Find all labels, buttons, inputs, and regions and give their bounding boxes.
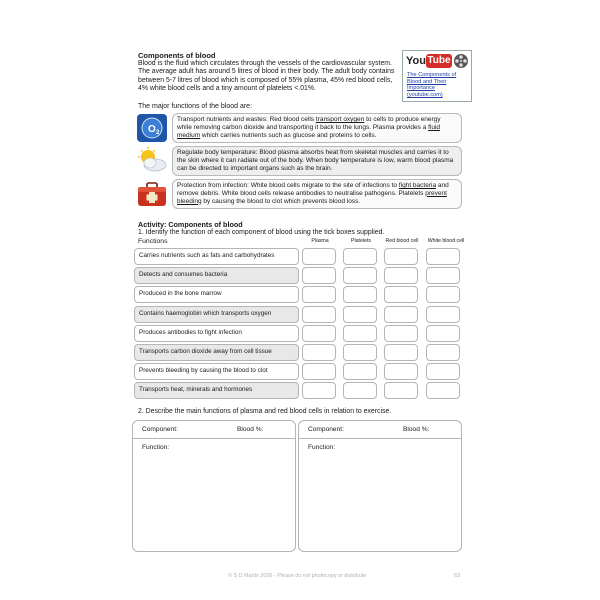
text-fragment: Protection from infection: White blood cells migrate to the site of infections to bbox=[177, 182, 399, 189]
tick-box-red-blood-cell[interactable] bbox=[384, 325, 418, 342]
row-function-label: Produces antibodies to fight infection bbox=[134, 325, 299, 342]
activity-title: Activity: Components of blood bbox=[138, 220, 243, 229]
activity-question-1: 1. Identify the function of each component of blood using the tick boxes supplied. bbox=[138, 229, 385, 236]
activity-question-2: 2. Describe the main functions of plasma and red blood cells in relation to exercise. bbox=[138, 408, 392, 415]
text-fragment: by causing the blood to clot which prevents blood loss. bbox=[201, 197, 361, 205]
page-number: 63 bbox=[454, 573, 460, 579]
blood-percent-label: Blood %: bbox=[403, 426, 430, 433]
svg-text:O: O bbox=[148, 124, 156, 135]
tick-box-plasma[interactable] bbox=[302, 286, 336, 303]
function-label: Function: bbox=[308, 444, 336, 451]
column-header-platelets: Platelets bbox=[351, 238, 371, 244]
tick-box-white-blood-cell[interactable] bbox=[426, 382, 460, 399]
youtube-logo bbox=[406, 53, 452, 71]
tick-box-platelets[interactable] bbox=[343, 363, 377, 380]
major-functions-heading: The major functions of the blood are: bbox=[138, 103, 253, 110]
tick-box-white-blood-cell[interactable] bbox=[426, 286, 460, 303]
function-text-protection bbox=[172, 179, 462, 209]
oxygen-icon bbox=[136, 113, 168, 143]
answer-box-header bbox=[299, 421, 461, 439]
underlined-phrase: transport oxygen bbox=[315, 116, 365, 123]
tick-box-plasma[interactable] bbox=[302, 306, 336, 323]
function-row-temperature bbox=[136, 146, 462, 178]
row-function-label: Transports carbon dioxide away from cell tissue bbox=[134, 344, 299, 361]
component-label: Component: bbox=[308, 426, 344, 433]
text-fragment: which carries nutrients such as glucose and proteins to cells. bbox=[200, 131, 377, 139]
table-row bbox=[134, 325, 464, 342]
tick-box-platelets[interactable] bbox=[343, 286, 377, 303]
table-row bbox=[134, 286, 464, 303]
copyright-footer: © S D Martin 2026 - Please do not photocopy or distribute bbox=[228, 573, 367, 579]
function-text-temperature bbox=[172, 146, 462, 176]
tick-box-white-blood-cell[interactable] bbox=[426, 306, 460, 323]
row-function-label: Prevents bleeding by causing the blood to clot bbox=[134, 363, 299, 380]
text-fragment: Regulate body temperature: Blood plasma absorbs heat from skeletal muscles and carries it to the skin where it can radiate out of the body. When body temperature is low, warm blood plasma can be directed to important organs such as the brain. bbox=[177, 149, 454, 172]
tick-box-red-blood-cell[interactable] bbox=[384, 306, 418, 323]
youtube-video-card[interactable] bbox=[402, 50, 472, 102]
underlined-phrase: fight bacteria bbox=[398, 182, 437, 189]
functions-column-header: Functions bbox=[138, 238, 168, 245]
table-row bbox=[134, 267, 464, 284]
text-fragment: Transport nutrients and wastes: Red blood cells bbox=[177, 116, 316, 123]
table-row bbox=[134, 363, 464, 380]
text-fragment: and remove debris. White blood cells release antibodies to neutralise pathogens. Platelets bbox=[177, 182, 449, 197]
tick-box-red-blood-cell[interactable] bbox=[384, 344, 418, 361]
youtube-logo-you: You bbox=[406, 55, 426, 67]
svg-text:2: 2 bbox=[156, 130, 160, 136]
tick-box-white-blood-cell[interactable] bbox=[426, 344, 460, 361]
tick-box-platelets[interactable] bbox=[343, 248, 377, 265]
video-link[interactable]: The Components of Blood and Their Importance (youtube.com) bbox=[407, 72, 457, 99]
row-function-label: Carries nutrients such as fats and carbohydrates bbox=[134, 248, 299, 265]
column-header-red-blood-cell: Red blood cell bbox=[385, 238, 419, 244]
weather-icon bbox=[136, 146, 168, 176]
tick-box-platelets[interactable] bbox=[343, 306, 377, 323]
tick-box-red-blood-cell[interactable] bbox=[384, 382, 418, 399]
film-reel-icon bbox=[453, 53, 469, 69]
function-label: Function: bbox=[142, 444, 170, 451]
intro-paragraph: Blood is the fluid which circulates through the vessels of the cardiovascular system. The average adult has around 5 litres of blood in their body. The adult body contains between 5-7 litres of blood which is composed of 55% plasma, 45% red blood cells, 4% white blood cells and a tiny amount of platelets <.01%. bbox=[138, 60, 395, 92]
tick-box-red-blood-cell[interactable] bbox=[384, 248, 418, 265]
column-header-plasma: Plasma bbox=[311, 238, 329, 244]
tick-box-red-blood-cell[interactable] bbox=[384, 286, 418, 303]
tick-box-platelets[interactable] bbox=[343, 267, 377, 284]
component-label: Component: bbox=[142, 426, 178, 433]
row-function-label: Detects and consumes bacteria bbox=[134, 267, 299, 284]
table-row bbox=[134, 306, 464, 323]
row-function-label: Contains haemoglobin which transports oxygen bbox=[134, 306, 299, 323]
row-function-label: Transports heat, minerals and hormones bbox=[134, 382, 299, 399]
column-header-white-blood-cell: White blood cell bbox=[427, 238, 465, 244]
tick-box-white-blood-cell[interactable] bbox=[426, 363, 460, 380]
tick-box-platelets[interactable] bbox=[343, 344, 377, 361]
underlined-phrase: fluid medium bbox=[177, 123, 441, 139]
section-title: Components of blood bbox=[138, 51, 216, 60]
tick-box-plasma[interactable] bbox=[302, 363, 336, 380]
youtube-logo-tube: Tube bbox=[427, 55, 451, 66]
tick-box-red-blood-cell[interactable] bbox=[384, 267, 418, 284]
text-fragment: to cells to produce energy while removing carbon dioxide and transporting it back to the lungs. Plasma provides a bbox=[177, 116, 441, 131]
table-row bbox=[134, 382, 464, 399]
tick-box-platelets[interactable] bbox=[343, 382, 377, 399]
table-row bbox=[134, 344, 464, 361]
function-text-transport bbox=[172, 113, 462, 143]
row-function-label: Produced in the bone marrow bbox=[134, 286, 299, 303]
tick-box-white-blood-cell[interactable] bbox=[426, 325, 460, 342]
tick-box-platelets[interactable] bbox=[343, 325, 377, 342]
tick-box-plasma[interactable] bbox=[302, 248, 336, 265]
answer-box-1[interactable] bbox=[132, 420, 296, 552]
tick-box-plasma[interactable] bbox=[302, 382, 336, 399]
first-aid-kit-icon bbox=[136, 179, 168, 209]
tick-box-red-blood-cell[interactable] bbox=[384, 363, 418, 380]
answer-box-2[interactable] bbox=[298, 420, 462, 552]
underlined-phrase: prevent bleeding bbox=[177, 189, 447, 205]
tick-box-plasma[interactable] bbox=[302, 344, 336, 361]
tick-box-plasma[interactable] bbox=[302, 325, 336, 342]
table-row bbox=[134, 248, 464, 265]
tick-box-white-blood-cell[interactable] bbox=[426, 267, 460, 284]
tick-box-plasma[interactable] bbox=[302, 267, 336, 284]
tick-box-white-blood-cell[interactable] bbox=[426, 248, 460, 265]
function-row-protection bbox=[136, 179, 462, 211]
answer-box-header bbox=[133, 421, 295, 439]
function-row-transport bbox=[136, 113, 462, 145]
blood-percent-label: Blood %: bbox=[237, 426, 264, 433]
